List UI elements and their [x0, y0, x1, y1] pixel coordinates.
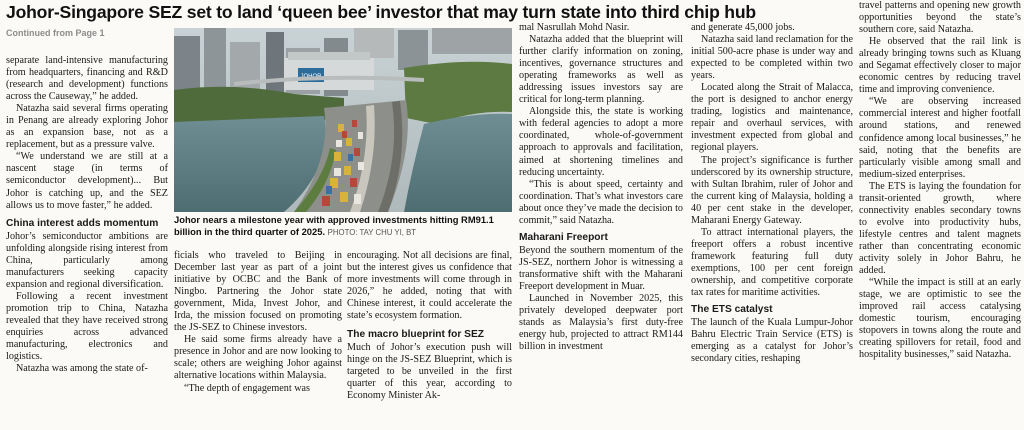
continued-label: Continued from Page 1: [6, 28, 105, 38]
article-column-1: [6, 55, 168, 375]
paragraph: mal Nasrullah Mohd Nasir.: [519, 22, 630, 33]
caption-text: Johor nears a milestone year with approved investments hitting RM91.1 billion in the third quarter of 2025.: [174, 214, 494, 237]
paragraph: ficials who traveled to Beijing in December last year as part of a joint initiative by OCBC and the Bank of Ningbo. Partnering the Johor state government, Mida, Invest Johor, and Irda, the mission focused on promoting the JS-SEZ to Chinese investors.: [174, 250, 342, 334]
paragraph: Located along the Strait of Malacca, the port is designed to anchor energy trading, logistics and maintenance, repair and overhaul services, with investment expected from global and regional players.: [691, 82, 853, 154]
paragraph: The launch of the Kuala Lumpur-Johor Bahru Electric Train Service (ETS) is emerging as a catalyst for Johor’s secondary cities, reshaping: [691, 317, 853, 365]
paragraph: The ETS is laying the foundation for transit-oriented growth, where connectivity enables secondary towns to evolve into productivity hubs, lifestyle centres and talent magnets rather than concentrating economic activity solely in Johor Bahru, he added.: [859, 180, 1021, 277]
paragraph: The project’s significance is further underscored by its ownership structure, with Sultan Ibrahim, ruler of Johor and the current king of Malaysia, holding a 40 per cent stake in the developer, Maharani Energy Gateway.: [691, 154, 853, 226]
paragraph: Beyond the southern momentum of the JS-SEZ, northern Johor is witnessing a transformative shift with the Maharani Freeport development in Muar.: [519, 244, 683, 292]
paragraph: “The depth of engagement was: [184, 382, 310, 394]
article-column-5: [691, 22, 853, 365]
paragraph: “We understand we are still at a nascent stage (in terms of semiconductor development)... But Johor is catching up, and the SEZ allows us to move faster,” he added.: [6, 151, 168, 211]
johor-sign-text: JOHOR: [300, 74, 322, 80]
paragraph: Much of Johor’s execution push will hinge on the JS-SEZ Blueprint, which is targeted to be unveiled in the first quarter of this year, according to Economy Minister Ak-: [347, 342, 512, 402]
paragraph: separate land-intensive manufacturing from headquarters, financing and R&D (research and development) functions across the Causeway,” he added.: [6, 55, 168, 103]
causeway-photo: [174, 28, 512, 212]
subheading: The ETS catalyst: [691, 304, 773, 316]
paragraph: “We are observing increased commercial interest and higher footfall around stations, and renewed confidence among local businesses,” he said, noting that the benefits are particularly visible among small and medium-sized enterprises.: [859, 96, 1021, 180]
paragraph: Natazha said several firms operating in Penang are already exploring Johor as an expansion base, not as a replacement, but as a pressure valve.: [6, 103, 168, 151]
photo-credit: PHOTO: TAY CHU YI, BT: [327, 228, 417, 237]
photo-caption: [174, 214, 512, 239]
subheading: China interest adds momentum: [6, 217, 159, 229]
paragraph: travel patterns and opening new growth opportunities beyond the state’s southern core, said Natazha.: [859, 0, 1021, 36]
paragraph: “While the impact is still at an early stage, we are optimistic to see the improved rail access catalysing domestic tourism, encouraging stopovers in towns along the route and creating spillovers for retail, food and hospitality businesses,” said Natazha.: [859, 277, 1021, 361]
paragraph: “This is about speed, certainty and coordination. That’s what investors care about once they’ve made the decision to commit,” said Natazha.: [519, 178, 683, 226]
paragraph: Natazha added that the blueprint will further clarify information on zoning, incentives, governance structures and operating frameworks as well as addressing issues investors say are critical for long-term planning.: [519, 34, 683, 106]
paragraph: Alongside this, the state is working with federal agencies to adopt a more coordinated, whole-of-government approach to approvals and facilitation, aimed at shortening timelines and reducing uncertainty.: [519, 106, 683, 178]
subheading: Maharani Freeport: [519, 231, 608, 243]
paragraph: Launched in November 2025, this privately developed deepwater port stands as Malaysia’s first duty-free energy hub, projected to attract RM144 billion in investment: [519, 292, 683, 353]
paragraph: He said some firms already have a presence in Johor and are now looking to scale; others are weighing Johor against alternative locations within Malaysia.: [174, 334, 342, 382]
headline: Johor-Singapore SEZ set to land ‘queen bee’ investor that may turn state into third chip hub: [6, 2, 756, 22]
paragraph: He observed that the rail link is already bringing towns such as Kluang and Segamat effectively closer to major economic centres by reducing travel time and improving convenience.: [859, 36, 1021, 96]
article-column-2: [174, 250, 342, 395]
paragraph: Following a recent investment promotion trip to China, Natazha revealed that they have received strong enquiries across advanced manufacturing, electronics and logistics.: [6, 290, 168, 363]
article-column-6: [859, 0, 1021, 361]
paragraph: and generate 45,000 jobs.: [691, 22, 795, 33]
paragraph: To attract international players, the freeport offers a robust incentive framework featuring full duty exemptions, 100 per cent foreign ownership, and competitive corporate tax rates for maritime activities.: [691, 226, 853, 299]
paragraph: Natazha said land reclamation for the initial 500-acre phase is under way and expected to be completed within two years.: [691, 34, 853, 82]
subheading: The macro blueprint for SEZ: [347, 329, 484, 341]
paragraph: Natazha was among the state of-: [16, 363, 148, 375]
article-column-4: [519, 22, 683, 353]
paragraph: encouraging. Not all decisions are final, but the interest gives us confidence that more investments will come through in 2026,” he added, noting that with Chinese interest, it could accelerate the state’s ecosystem formation.: [347, 250, 512, 322]
paragraph: Johor’s semiconductor ambitions are unfolding alongside rising interest from China, particularly among manufacturers seeking capacity expansion and regional diversification.: [6, 230, 168, 290]
article-column-3: [347, 250, 512, 403]
article-photo: [174, 28, 512, 212]
